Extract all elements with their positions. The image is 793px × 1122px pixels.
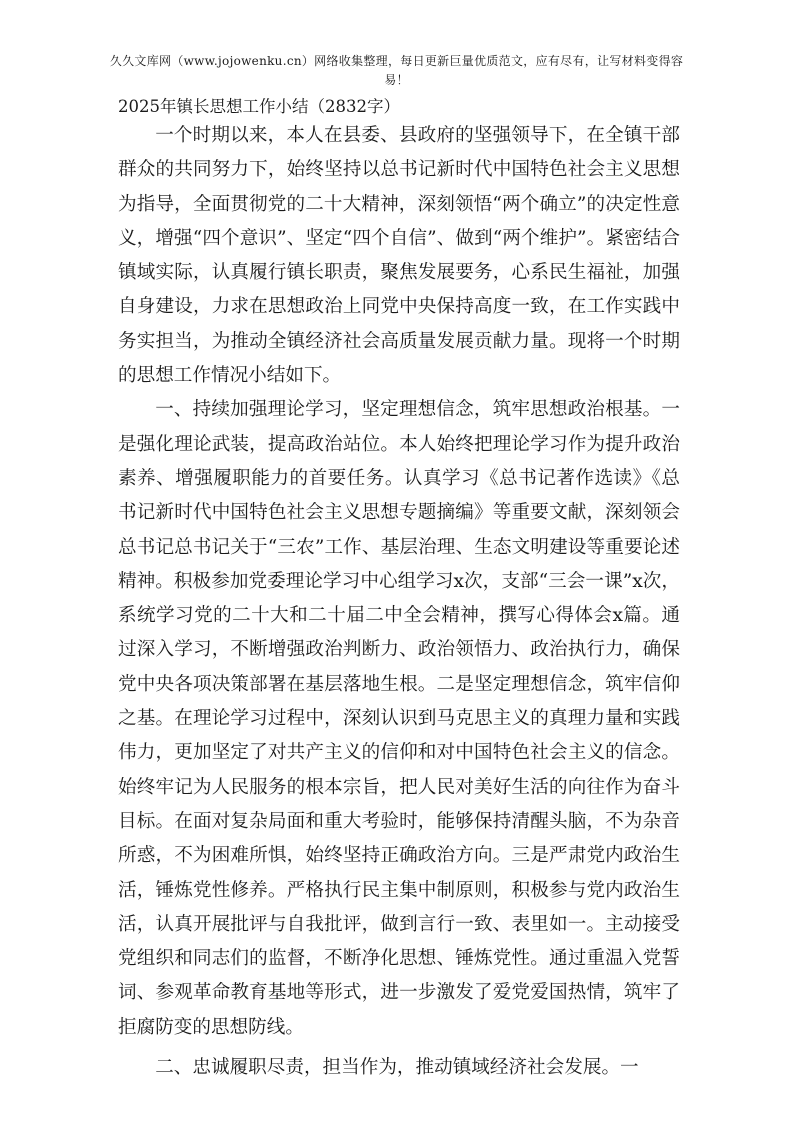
section-two-paragraph: 二、忠诚履职尽责，担当作为，推动镇域经济社会发展。一 xyxy=(155,1057,639,1079)
document-title: 2025年镇长思想工作小结（2832字） xyxy=(118,97,400,116)
intro-paragraph: 一个时期以来，本人在县委、县政府的坚强领导下，在全镇干部群众的共同努力下，始终坚持以总书记新时代中国特色社会主义思想为指导，全面贯彻党的二十大精神，深刻领悟“两个确立”的决定性意义，增强“四个意识”、坚定“四个自信”、做到“两个维护”。紧密结合镇域实际，认真履行镇长职责，聚焦发展要务，心系民生福祉，加强自身建设，力求在思想政治上同党中央保持高度一致，在工作实践中务实担当，为推动全镇经济社会高质量发展贡献力量。现将一个时期的思想工作情况小结如下。 xyxy=(118,125,680,387)
section-one-paragraph: 一、持续加强理论学习，坚定理想信念，筑牢思想政治根基。一是强化理论武装，提高政治站位。本人始终把理论学习作为提升政治素养、增强履职能力的首要任务。认真学习《总书记著作选读》《总书记新时代中国特色社会主义思想专题摘编》等重要文献，深刻领会总书记总书记关于“三农”工作、基层治理、生态文明建设等重要论述精神。积极参加党委理论学习中心组学习x次，支部“三会一课”x次，系统学习党的二十大和二十届二中全会精神，撰写心得体会x篇。通过深入学习，不断增强政治判断力、政治领悟力、政治执行力，确保党中央各项决策部署在基层落地生根。二是坚定理想信念，筑牢信仰之基。在理论学习过程中，深刻认识到马克思主义的真理力量和实践伟力，更加坚定了对共产主义的信仰和对中国特色社会主义的信念。始终牢记为人民服务的根本宗旨，把人民对美好生活的向往作为奋斗目标。在面对复杂局面和重大考验时，能够保持清醒头脑，不为杂音所惑，不为困难所惧，始终坚持正确政治方向。三是严肃党内政治生活，锤炼党性修养。严格执行民主集中制原则，积极参与党内政治生活，认真开展批评与自我批评，做到言行一致、表里如一。主动接受党组织和同志们的监督，不断净化思想、锤炼党性。通过重温入党誓词、参观革命教育基地等形式，进一步激发了爱党爱国热情，筑牢了拒腐防变的思想防线。 xyxy=(118,399,680,1038)
document-body xyxy=(118,119,680,1085)
source-header-note: 久久文库网（www.jojowenku.cn）网络收集整理，每日更新巨量优质范文，应有尽有，让写材料变得容易！ xyxy=(109,54,684,87)
